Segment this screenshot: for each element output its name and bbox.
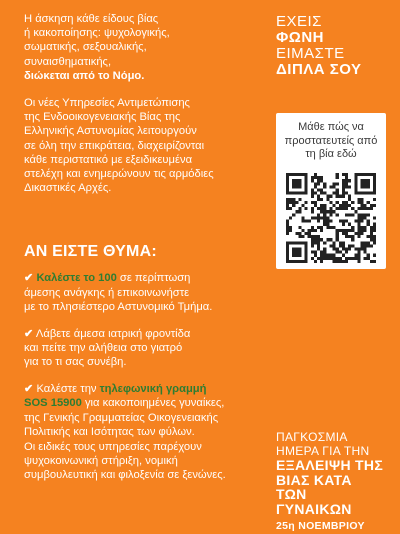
services-line: κάθε περιστατικό με εξειδικευμένα [24,153,193,166]
services-line: στελέχη και ενημερώνουν τις αρμόδιες [24,168,214,181]
item-text: για το τι σας συνέβη. [24,356,127,369]
day-line: ΓΥΝΑΙΚΩΝ [276,500,352,517]
slogan-line: ΔΙΠΛΑ ΣΟΥ [276,61,362,78]
services-paragraph [24,96,258,195]
item-text: με το πλησιέστερο Αστυνομικό Τμήμα. [24,301,213,314]
item-text: της Γενικής Γραμματείας Οικογενειακής [24,411,219,424]
slogan-line: ΕΙΜΑΣΤΕ [276,45,345,62]
item-text: συμβουλευτική και φιλοξενία σε ξενώνες. [24,469,226,482]
sos-number-highlight: SOS 15900 [24,397,82,410]
item-text: Πολιτικής και Ισότητας των φύλων. [24,426,195,439]
intro-paragraph [24,12,258,83]
day-line: ΠΑΓΚΟΣΜΙΑ [276,430,348,444]
check-icon: ✔ [24,382,34,395]
main-text-column [24,12,258,483]
call-100-highlight: Καλέστε το 100 [36,272,117,285]
world-day-block [276,431,386,534]
victim-item-sos-line [24,382,258,483]
intro-line: Η άσκηση κάθε είδους βίας [24,13,159,25]
item-text: Καλέστε την [36,382,100,395]
qr-code-icon[interactable] [286,173,376,263]
day-line: ΕΞΑΛΕΙΨΗ ΤΗΣ [276,457,384,473]
item-text: άμεσης ανάγκης ή επικοινωνήστε [24,286,190,299]
item-text: Λάβετε άμεσα ιατρική φροντίδα [35,327,191,340]
slogan-line: ΦΩΝΗ [276,29,325,46]
services-line: Οι νέες Υπηρεσίες Αντιμετώπισης [24,97,190,110]
item-text: και πείτε την αλήθεια στο γιατρό [24,342,183,355]
qr-caption: Μάθε πώς να προστατευτείς από τη βία εδώ [284,121,378,160]
check-icon: ✔ [24,272,34,285]
victim-item-medical [24,327,258,370]
item-text: για κακοποιημένες γυναίκες, [81,397,225,410]
day-line: ΗΜΕΡΑ ΓΙΑ ΤΗΝ [276,443,370,458]
services-line: Δικαστικές Αρχές. [24,182,112,195]
services-line: της Ενδοοικογενειακής Βίας της [24,111,181,124]
sos-line-highlight: τηλεφωνική γραμμή [99,382,207,395]
victim-heading: ΑΝ ΕΙΣΤΕ ΘΥΜΑ: [24,243,157,261]
services-line: σε όλη την επικράτεια, διαχειρίζονται [24,139,205,152]
day-date: 25η ΝΟΕΜΒΡΙΟΥ [276,520,365,532]
slogan-line: ΕΧΕΙΣ [276,13,322,30]
intro-line: συναισθηματικής, [24,55,112,68]
item-text: Οι ειδικές τους υπηρεσίες παρέχουν [24,440,202,453]
item-text: σε περίπτωση [116,272,191,285]
intro-line: ή κακοποίησης: ψυχολογικής, [24,27,170,40]
day-line: ΒΙΑΣ ΚΑΤΑ ΤΩΝ [276,471,352,502]
check-icon: ✔ [24,327,34,340]
intro-law-line: διώκεται από το Νόμο. [24,69,145,82]
item-text: ψυχοκοινωνική στήριξη, νομική [24,454,178,467]
intro-line: σωματικής, σεξουαλικής, [24,41,147,54]
services-line: Ελληνικής Αστυνομίας λειτουργούν [24,125,197,138]
slogan [276,14,386,78]
qr-card[interactable] [276,113,386,269]
victim-item-call-100 [24,271,258,314]
